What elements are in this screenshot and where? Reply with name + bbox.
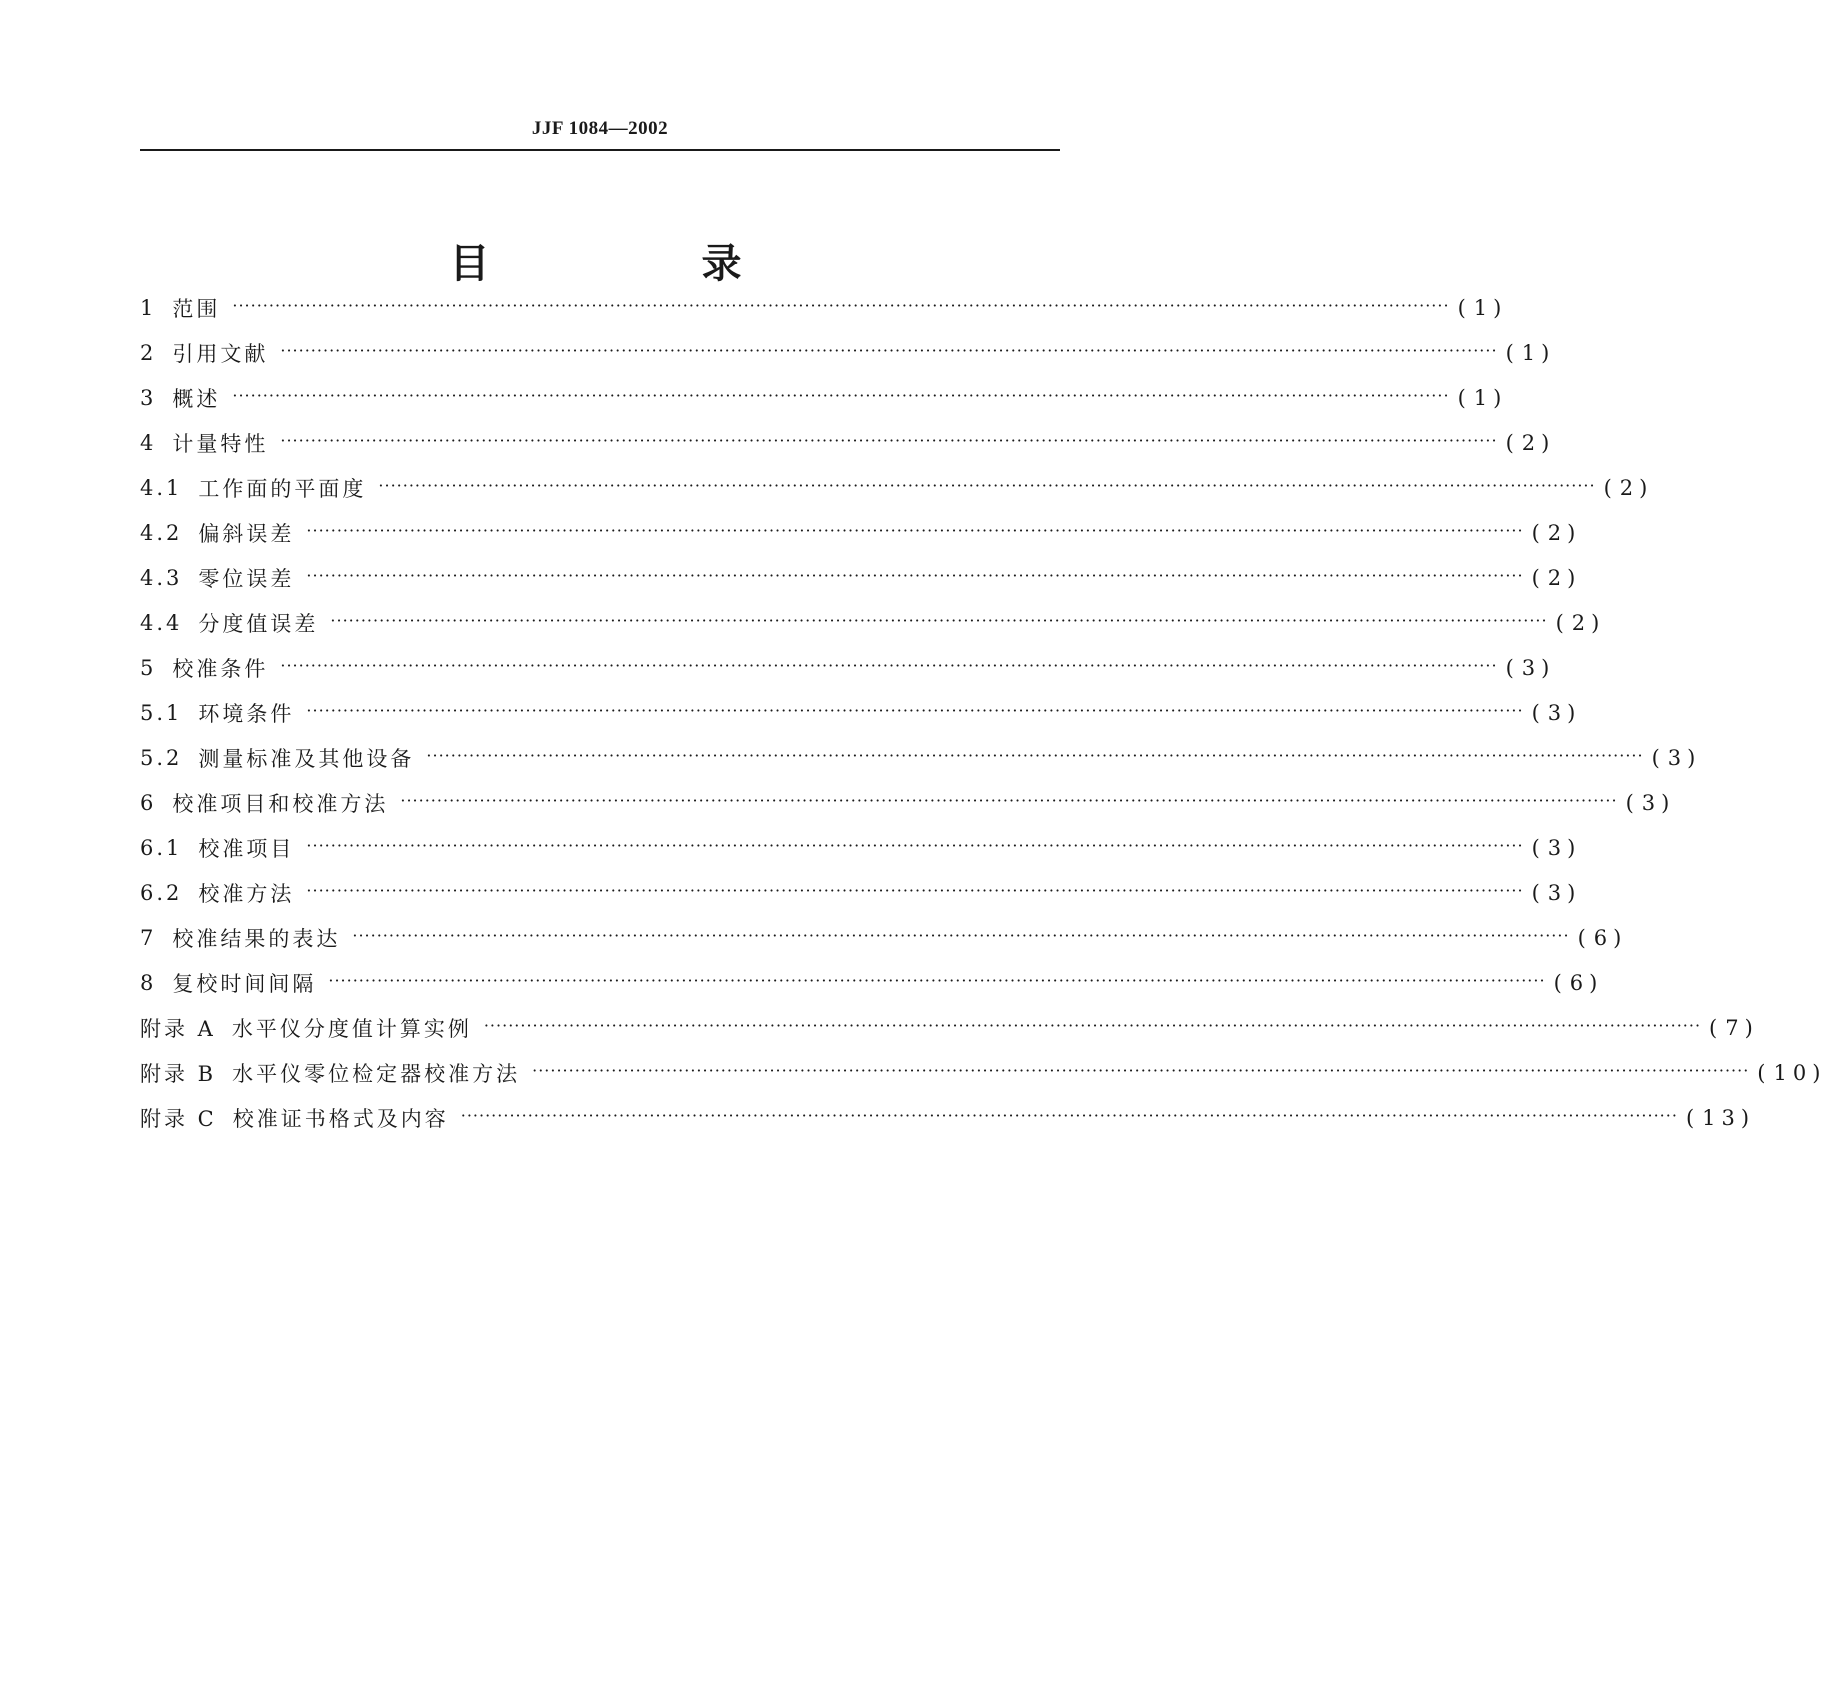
toc-entry-label: 测量标准及其他设备: [198, 747, 415, 771]
toc-entry[interactable]: [140, 828, 1584, 868]
toc-entry-number: 6.1: [140, 836, 183, 860]
toc-entry-number: 附录 C: [140, 1107, 217, 1131]
toc-entry-page-number: 2: [1571, 611, 1592, 635]
toc-entry-number: 4.3: [140, 566, 183, 590]
toc-entry-page: (3): [1531, 881, 1584, 905]
toc-entry-number: 7: [140, 926, 157, 950]
toc-entry-number: 5.1: [140, 701, 183, 725]
toc-entry[interactable]: [140, 783, 1678, 823]
toc-entry-page: (3): [1651, 746, 1704, 770]
toc-entry-page-number: 6: [1593, 926, 1614, 950]
toc-entry-label: 环境条件: [198, 702, 295, 726]
toc-entry-page: (7): [1709, 1016, 1761, 1040]
toc-entry[interactable]: [140, 603, 1608, 643]
toc-entry-label: 计量特性: [172, 432, 269, 456]
toc-entry[interactable]: [140, 918, 1630, 958]
toc-entry[interactable]: [140, 1053, 1828, 1093]
toc-entry[interactable]: [140, 513, 1584, 553]
toc-entry-page: (2): [1531, 566, 1584, 590]
header-rule: [140, 149, 1060, 151]
toc-leader-dots: ········································································································································································································: [280, 340, 1498, 360]
toc-entry-page: (3): [1505, 656, 1558, 680]
toc-leader-dots: ········································································································································································································: [232, 385, 1450, 405]
toc-entry-label: 校准证书格式及内容: [232, 1107, 449, 1131]
toc-entry-page-number: 2: [1547, 566, 1568, 590]
document-code-header: JJF 1084—2002: [531, 118, 669, 139]
toc-entry-number: 2: [140, 341, 157, 365]
toc-entry-page-number: 2: [1547, 521, 1568, 545]
toc-entry-label: 校准条件: [172, 657, 269, 681]
toc-entry-page-number: 3: [1641, 791, 1662, 815]
toc-entry-page: (2): [1531, 521, 1584, 545]
toc-leader-dots: ········································································································································································································: [306, 700, 1524, 720]
toc-entry-page: (6): [1577, 926, 1630, 950]
toc-entry-number: 8: [140, 971, 157, 995]
toc-entry-number: 4.2: [140, 521, 183, 545]
toc-entry-number: 5.2: [140, 746, 183, 770]
toc-entry-page-number: 1: [1521, 341, 1542, 365]
toc-entry-label: 零位误差: [198, 567, 295, 591]
toc-entry[interactable]: [140, 333, 1558, 373]
toc-entry[interactable]: [140, 423, 1558, 463]
toc-leader-dots: ········································································································································································································: [306, 835, 1524, 855]
toc-entry-label: 工作面的平面度: [198, 477, 367, 501]
toc-entry-page-number: 7: [1725, 1016, 1745, 1040]
toc-entry-label: 校准项目: [198, 837, 295, 861]
toc-leader-dots: ········································································································································································································: [352, 925, 1570, 945]
page-title: 目 录: [449, 241, 828, 287]
toc-entry-page: (2): [1555, 611, 1608, 635]
toc-entry-label: 校准方法: [198, 882, 295, 906]
toc-entry-label: 校准项目和校准方法: [172, 792, 389, 816]
toc-entry-page-number: 3: [1667, 746, 1688, 770]
toc-leader-dots: ········································································································································································································: [460, 1105, 1678, 1125]
toc-entry-page-number: 2: [1521, 431, 1542, 455]
toc-entry-number: 附录 A: [140, 1017, 216, 1041]
toc-leader-dots: ········································································································································································································: [330, 610, 1548, 630]
toc-leader-dots: ········································································································································································································: [532, 1060, 1750, 1080]
toc-entry-page: (2): [1505, 431, 1558, 455]
toc-leader-dots: ········································································································································································································: [280, 430, 1498, 450]
toc-leader-dots: ········································································································································································································: [483, 1015, 1702, 1035]
toc-leader-dots: ········································································································································································································: [426, 745, 1644, 765]
toc-entry-label: 引用文献: [172, 342, 269, 366]
toc-entry-label: 水平仪零位检定器校准方法: [232, 1062, 521, 1086]
toc-entry-label: 分度值误差: [198, 612, 319, 636]
toc-entry-number: 附录 B: [140, 1062, 217, 1086]
toc-entry[interactable]: [140, 738, 1704, 778]
toc-leader-dots: ········································································································································································································: [400, 790, 1618, 810]
toc-entry-page-number: 3: [1547, 881, 1568, 905]
toc-entry-label: 水平仪分度值计算实例: [231, 1017, 472, 1041]
toc-entry-page: (1): [1457, 386, 1510, 410]
toc-entry-number: 1: [140, 296, 157, 320]
toc-leader-dots: ········································································································································································································: [232, 295, 1450, 315]
toc-entry-page-number: 3: [1547, 836, 1568, 860]
toc-entry[interactable]: [140, 378, 1510, 418]
toc-entry-number: 6: [140, 791, 157, 815]
toc-entry-label: 概述: [172, 387, 221, 411]
toc-entry-number: 4: [140, 431, 157, 455]
toc-leader-dots: ········································································································································································································: [306, 565, 1524, 585]
toc-leader-dots: ········································································································································································································: [280, 655, 1498, 675]
toc-entry-page-number: 10: [1773, 1061, 1813, 1085]
toc-entry-page: (3): [1531, 836, 1584, 860]
toc-entry[interactable]: [140, 693, 1584, 733]
toc-entry-page-number: 2: [1619, 476, 1640, 500]
toc-entry-label: 范围: [172, 297, 221, 321]
toc-entry-label: 偏斜误差: [198, 522, 295, 546]
toc-entry-number: 4.4: [140, 611, 183, 635]
toc-entry[interactable]: [140, 963, 1606, 1003]
toc-entry-page: (2): [1603, 476, 1656, 500]
toc-entry-number: 3: [140, 386, 157, 410]
toc-entry-page: (1): [1505, 341, 1558, 365]
toc-leader-dots: ········································································································································································································: [328, 970, 1546, 990]
toc-entry-page-number: 3: [1547, 701, 1568, 725]
toc-leader-dots: ········································································································································································································: [306, 520, 1524, 540]
toc-entry[interactable]: [140, 288, 1510, 328]
toc-entry-number: 4.1: [140, 476, 183, 500]
toc-entry-page-number: 1: [1473, 296, 1494, 320]
toc-entry[interactable]: [140, 468, 1656, 508]
toc-entry-page: (13): [1685, 1106, 1758, 1130]
toc-leader-dots: ········································································································································································································: [378, 475, 1596, 495]
toc-leader-dots: ········································································································································································································: [306, 880, 1524, 900]
toc-entry-page-number: 13: [1702, 1106, 1741, 1130]
toc-entry-page: (3): [1531, 701, 1584, 725]
toc-entry-number: 5: [140, 656, 157, 680]
toc-entry-page: (3): [1625, 791, 1678, 815]
toc-entry-label: 复校时间间隔: [172, 972, 317, 996]
toc-entry-label: 校准结果的表达: [172, 927, 341, 951]
toc-entry-page: (6): [1553, 971, 1606, 995]
toc-entry-page: (1): [1457, 296, 1510, 320]
toc-entry[interactable]: [140, 1008, 1761, 1048]
toc-entry[interactable]: [140, 558, 1584, 598]
toc-entry-page-number: 1: [1473, 386, 1494, 410]
toc-entry-page-number: 6: [1569, 971, 1590, 995]
toc-entry-page: (10): [1757, 1061, 1828, 1085]
toc-entry[interactable]: [140, 648, 1558, 688]
toc-entry-page-number: 3: [1521, 656, 1542, 680]
toc-entry-number: 6.2: [140, 881, 183, 905]
toc-entry[interactable]: [140, 873, 1584, 913]
toc-entry[interactable]: [140, 1098, 1758, 1138]
